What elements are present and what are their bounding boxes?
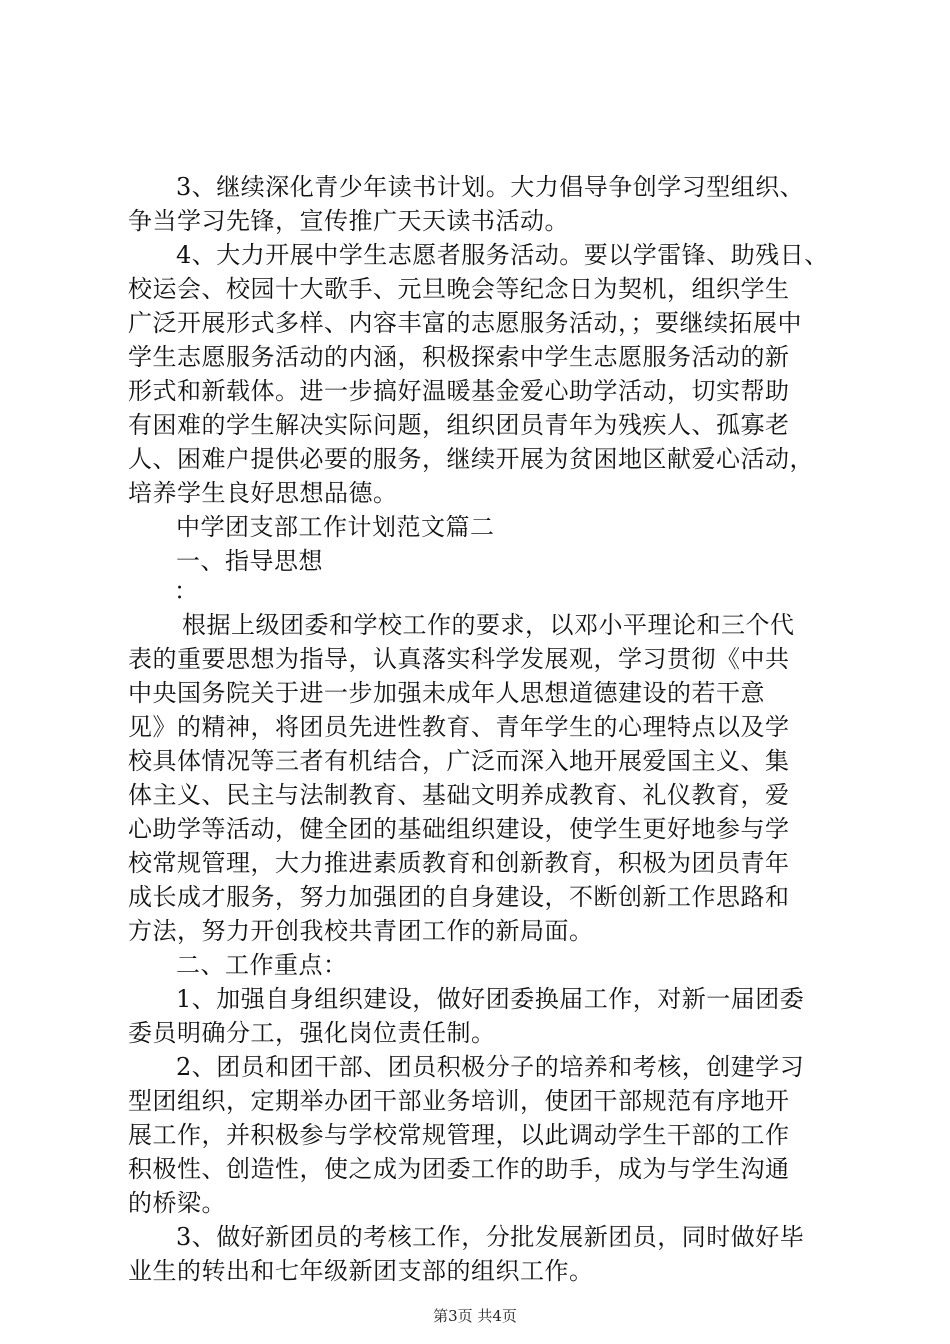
paragraph-4-line-8: 培养学生良好思想品德。: [128, 479, 398, 507]
ideology-line-1: 根据上级团委和学校工作的要求，以邓小平理论和三个代: [182, 611, 795, 639]
colon-line: ：: [174, 577, 199, 605]
focus-3-line-1: 3、做好新团员的考核工作，分批发展新团员，同时做好毕: [176, 1223, 805, 1251]
paragraph-4-line-3: 广泛开展形式多样、内容丰富的志愿服务活动，；要继续拓展中: [128, 309, 802, 337]
ideology-line-4: 见》的精神，将团员先进性教育、青年学生的心理特点以及学: [128, 713, 790, 741]
ideology-line-5: 校具体情况等三者有机结合，广泛而深入地开展爱国主义、集: [128, 747, 790, 775]
heading-work-focus: 二、工作重点：: [176, 951, 348, 979]
focus-2-line-5: 的桥梁。: [128, 1189, 226, 1217]
ideology-line-7: 心助学等活动，健全团的基础组织建设，使学生更好地参与学: [128, 815, 790, 843]
focus-1-line-1: 1、加强自身组织建设，做好团委换届工作，对新一届团委: [176, 985, 805, 1013]
paragraph-3-line-1: 3、继续深化青少年读书计划。大力倡导争创学习型组织、: [176, 173, 805, 201]
section-title: 中学团支部工作计划范文篇二: [176, 513, 495, 541]
ideology-line-3: 中央国务院关于进一步加强未成年人思想道德建设的若干意: [128, 679, 765, 707]
ideology-line-10: 方法，努力开创我校共青团工作的新局面。: [128, 917, 594, 945]
focus-3-line-2: 业生的转出和七年级新团支部的组织工作。: [128, 1257, 594, 1285]
focus-2-line-4: 积极性、创造性，使之成为团委工作的助手，成为与学生沟通: [128, 1155, 790, 1183]
paragraph-4-line-4: 学生志愿服务活动的内涵，积极探索中学生志愿服务活动的新: [128, 343, 790, 371]
focus-1-line-2: 委员明确分工，强化岗位责任制。: [128, 1019, 496, 1047]
focus-2-line-1: 2、团员和团干部、团员积极分子的培养和考核，创建学习: [176, 1053, 805, 1081]
paragraph-4-line-2: 校运会、校园十大歌手、元旦晚会等纪念日为契机，组织学生: [128, 275, 790, 303]
focus-2-line-2: 型团组织，定期举办团干部业务培训，使团干部规范有序地开: [128, 1087, 790, 1115]
ideology-line-9: 成长成才服务，努力加强团的自身建设，不断创新工作思路和: [128, 883, 790, 911]
paragraph-4-line-5: 形式和新载体。进一步搞好温暖基金爱心助学活动，切实帮助: [128, 377, 790, 405]
paragraph-4-line-7: 人、困难户提供必要的服务，继续开展为贫困地区献爱心活动，: [128, 445, 814, 473]
page-number-footer: 第3页 共4页: [433, 1307, 517, 1325]
focus-2-line-3: 展工作，并积极参与学校常规管理，以此调动学生干部的工作: [128, 1121, 790, 1149]
ideology-line-2: 表的重要思想为指导，认真落实科学发展观，学习贯彻《中共: [128, 645, 790, 673]
ideology-line-6: 体主义、民主与法制教育、基础文明养成教育、礼仪教育，爱: [128, 781, 790, 809]
paragraph-3-line-2: 争当学习先锋，宣传推广天天读书活动。: [128, 207, 569, 235]
paragraph-4-line-6: 有困难的学生解决实际问题，组织团员青年为残疾人、孤寡老: [128, 411, 790, 439]
paragraph-4-line-1: 4、大力开展中学生志愿者服务活动。要以学雷锋、助残日、: [176, 241, 829, 269]
heading-guiding-ideology: 一、指导思想: [176, 547, 323, 575]
ideology-line-8: 校常规管理，大力推进素质教育和创新教育，积极为团员青年: [128, 849, 790, 877]
